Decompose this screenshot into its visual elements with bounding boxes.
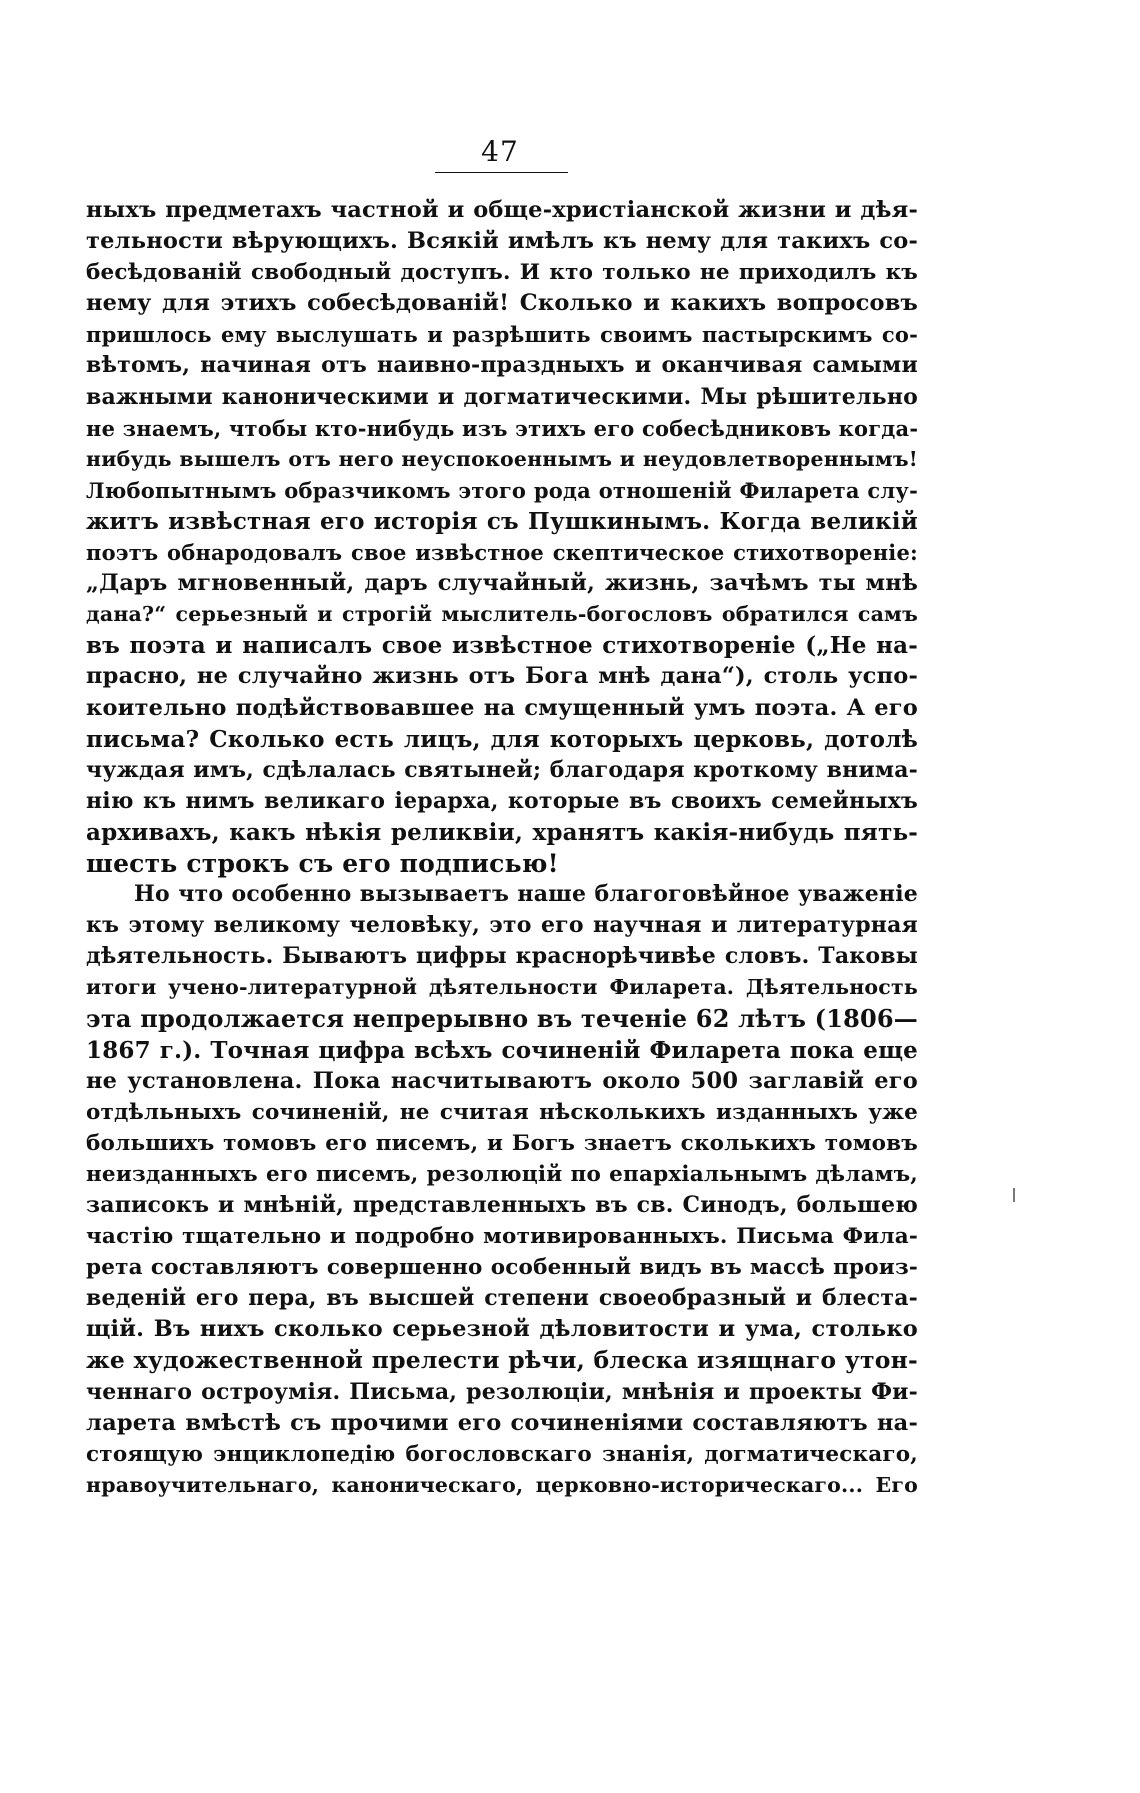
text-line: житъ извѣстная его исторія съ Пушкинымъ. Когда великій xyxy=(86,507,918,535)
text-line: большихъ томовъ его писемъ, и Богъ знаетъ сколькихъ томовъ xyxy=(86,1130,918,1156)
text-line: вѣтомъ, начиная отъ наивно-праздныхъ и оканчивая самыми xyxy=(86,352,918,379)
text-line: нему для этихъ собесѣдованій! Сколько и какихъ вопросовъ xyxy=(86,290,918,317)
header-rule xyxy=(435,172,568,173)
text-line: ныхъ предметахъ частной и обще-христіанской жизни и дѣя- xyxy=(86,197,918,223)
text-line: отдѣльныхъ сочиненій, не считая нѣсколькихъ изданныхъ уже xyxy=(86,1099,918,1125)
text-line: архивахъ, какъ нѣкія реликвіи, хранятъ какія-нибудь пять- xyxy=(86,818,918,846)
text-line: Любопытнымъ образчикомъ этого рода отношеній Филарета слу- xyxy=(86,477,918,503)
text-line: ларета вмѣстѣ съ прочими его сочиненіями составляютъ на- xyxy=(86,1409,918,1436)
text-line: неизданныхъ его писемъ, резолюцій по епархіальнымъ дѣламъ, xyxy=(86,1161,918,1187)
text-line: 1867 г.). Точная цифра всѣхъ сочиненій Филарета пока еще xyxy=(86,1036,918,1064)
text-line: въ поэта и написалъ свое извѣстное стихотвореніе („Не на- xyxy=(86,632,918,660)
text-line: шесть строкъ съ его подписью! xyxy=(86,848,559,878)
text-line: пришлось ему выслушать и разрѣшить своимъ пастырскимъ со- xyxy=(86,322,918,348)
text-line: дѣятельность. Бываютъ цифры краснорѣчивѣе словъ. Таковы xyxy=(86,943,918,970)
text-line: прасно, не случайно жизнь отъ Бога мнѣ дана“), столь успо- xyxy=(86,663,918,690)
text-line: щій. Въ нихъ сколько серьезной дѣловитости и ума, столько xyxy=(86,1316,918,1343)
text-line: коительно подѣйствовавшее на смущенный умъ поэта. А его xyxy=(86,694,918,721)
text-line: не установлена. Пока насчитываютъ около 500 заглавій его xyxy=(86,1067,918,1094)
body-text xyxy=(86,195,918,1501)
text-line: Но что особенно вызываетъ наше благоговѣйное уваженіе xyxy=(134,881,918,908)
text-line: записокъ и мнѣній, представленныхъ въ св. Синодъ, большею xyxy=(86,1192,918,1218)
paragraph-2 xyxy=(86,879,918,1501)
text-line: нравоучительнаго, каноническаго, церковно-историческаго... Его xyxy=(86,1472,918,1497)
text-line: тельности вѣрующихъ. Всякій имѣлъ къ нему для такихъ со- xyxy=(86,228,918,255)
text-line: поэтъ обнародовалъ свое извѣстное скептическое стихотвореніе: xyxy=(86,540,918,566)
margin-mark xyxy=(1013,1188,1015,1202)
text-line: нію къ нимъ великаго іерарха, которые въ своихъ семейныхъ xyxy=(86,787,918,814)
text-line: итоги учено-литературной дѣятельности Филарета. Дѣятельность xyxy=(86,975,918,1000)
text-line: веденій его пера, въ высшей степени своеобразный и блеста- xyxy=(86,1285,918,1312)
text-line: къ этому великому человѣку, это его научная и литературная xyxy=(86,912,918,939)
paragraph-1 xyxy=(86,195,918,879)
page-number: 47 xyxy=(481,135,519,168)
text-line: стоящую энциклопедію богословскаго знанія, догматическаго, xyxy=(86,1441,918,1467)
text-line: бесѣдованій свободный доступъ. И кто только не приходилъ къ xyxy=(86,260,918,286)
text-line: эта продолжается непрерывно въ теченіе 62 лѣтъ (1806— xyxy=(86,1004,918,1034)
text-line: чуждая имъ, сдѣлалась святыней; благодаря кроткому внима- xyxy=(86,756,918,783)
text-line: частію тщательно и подробно мотивированныхъ. Письма Фила- xyxy=(86,1224,918,1250)
text-line: важными каноническими и догматическими. Мы рѣшительно xyxy=(86,383,918,410)
text-line: письма? Сколько есть лицъ, для которыхъ церковь, дотолѣ xyxy=(86,725,918,753)
text-line: „Даръ мгновенный, даръ случайный, жизнь, зачѣмъ ты мнѣ xyxy=(86,570,918,597)
text-line: же художественной прелести рѣчи, блеска изящнаго утон- xyxy=(86,1346,918,1375)
text-line: ченнаго остроумія. Письма, резолюціи, мнѣнія и проекты Фи- xyxy=(86,1378,918,1405)
text-line: рета составляютъ совершенно особенный видъ въ массѣ произ- xyxy=(86,1255,918,1281)
text-line: нибудь вышелъ отъ него неуспокоеннымъ и неудовлетвореннымъ! xyxy=(86,446,918,471)
text-line: дана?“ серьезный и строгій мыслитель-богословъ обратился самъ xyxy=(86,602,918,627)
text-line: не знаемъ, чтобы кто-нибудь изъ этихъ его собесѣдниковъ когда- xyxy=(86,415,918,441)
